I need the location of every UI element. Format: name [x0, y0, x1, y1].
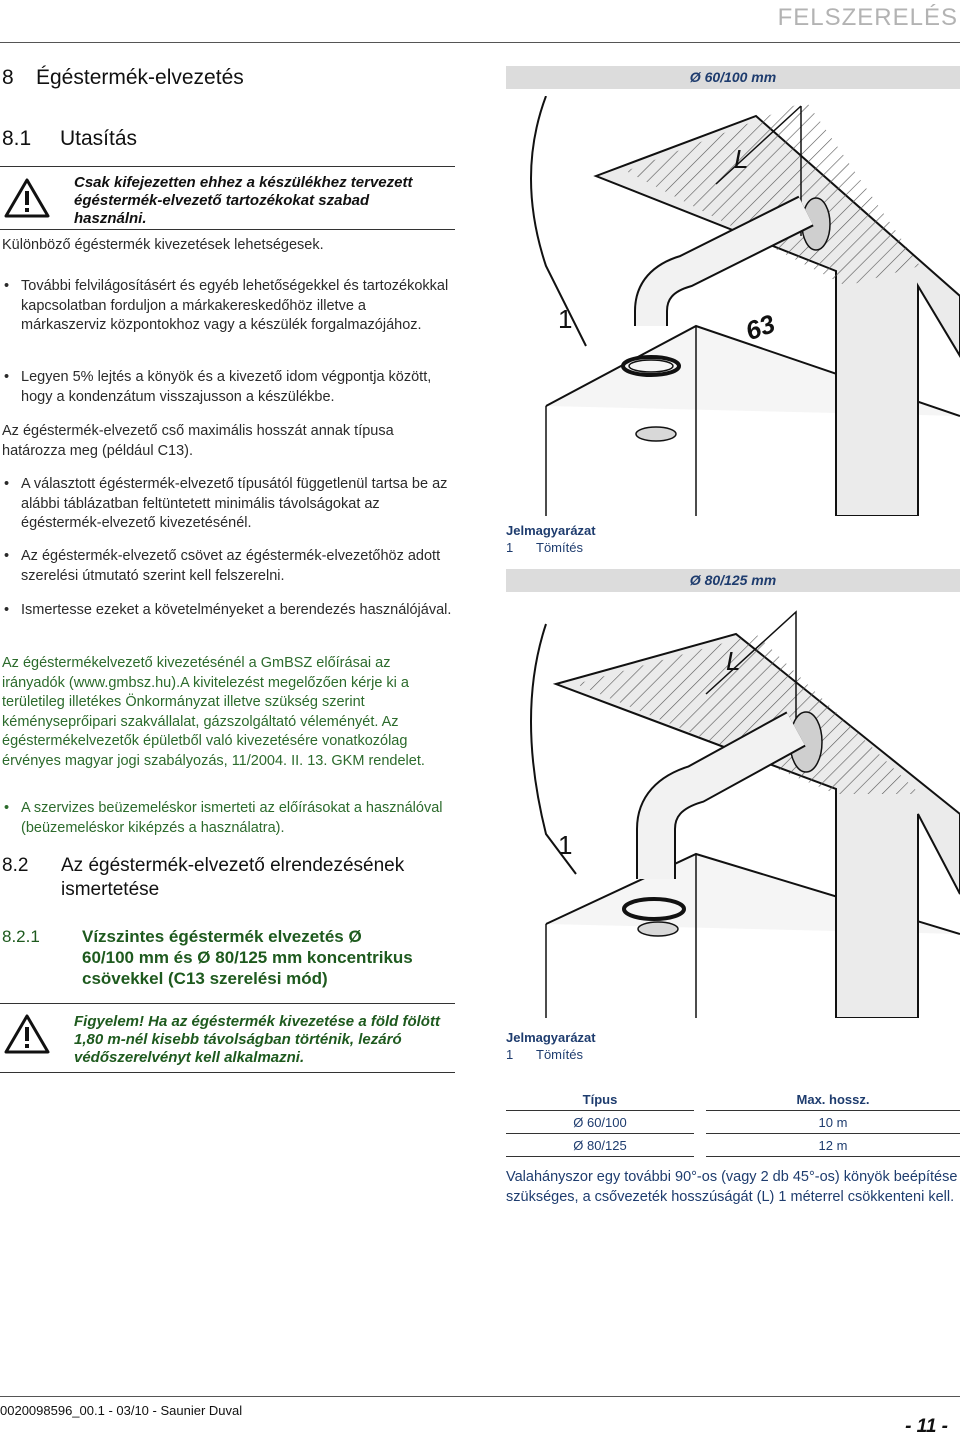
legend-text: Tömítés [536, 1047, 583, 1062]
heading-8-2 [2, 854, 404, 902]
table-cell: Ø 80/125 [506, 1134, 694, 1157]
heading-8-1 [2, 127, 137, 151]
table-header-row [506, 1088, 960, 1111]
paragraph-regulations: Az égéstermékelvezető kivezetésénél a GmBSZ előírásai az irányadók (www.gmbsz.hu).A kivitelezést megelőzően kérje ki a területileg illetékes Önkormányzat illetve szükség szerint kéményseprőipari szakvállalat, gázszolgáltató véleményét. Az égéstermékelvezetők épületből való kivezetésére vonatkozólag érvényes magyar jogi szabályozás, 11/2004. II. 13. GKM rendelet. [2, 655, 425, 769]
warning1-bottom-rule [0, 229, 455, 230]
legend-text: Tömítés [536, 540, 583, 555]
heading-8-2-1 [2, 926, 413, 989]
bullet-text: Legyen 5% lejtés a könyök és a kivezető idom végpontja között, hogy a kondenzátum visszajusson a készülékbe. [21, 369, 432, 405]
figure2-flue-diagram [506, 604, 960, 1018]
figure1-flue-diagram [506, 96, 960, 516]
figure2-caption: Ø 80/125 mm [506, 569, 960, 592]
label-L: L [726, 646, 741, 676]
wall-hatch [626, 101, 920, 286]
bullet-dot: • [4, 602, 10, 618]
heading-8-2-1-line2: 60/100 mm és Ø 80/125 mm koncentrikus [82, 948, 413, 967]
table-cell: Ø 60/100 [506, 1111, 694, 1134]
warning-icon [4, 1014, 50, 1054]
boiler-outlet [638, 922, 678, 936]
elbow-note: Valahányszor egy további 90°-os (vagy 2 db 45°-os) könyök beépítése szükséges, a csővezeték hosszúságát (L) 1 méterrel csökkenteni kell. [506, 1169, 958, 1205]
legend-number: 1 [506, 1047, 514, 1062]
table-cell: 10 m [706, 1111, 960, 1134]
list-item [2, 277, 452, 336]
flue-pipe [656, 729, 796, 879]
warning2-text: Figyelem! Ha az égéstermék kivezetése a föld fölött 1,80 m-nél kisebb távolságban történik, lezáró védőszerelvényt kell alkalmazni. [74, 1013, 440, 1066]
bullet-dot: • [4, 278, 10, 294]
bullet-dot: • [4, 369, 10, 385]
figure1-caption: Ø 60/100 mm [506, 66, 960, 89]
table-header-type: Típus [506, 1088, 694, 1111]
bullet-text: Az égéstermék-elvezető csövet az égéstermék-elvezetőhöz adott szerelési útmutató szerint kell felszerelni. [21, 548, 441, 584]
footer-rule [0, 1396, 960, 1397]
heading-8-2-1-number: 8.2.1 [2, 927, 40, 946]
legend-title: Jelmagyarázat [506, 1030, 596, 1045]
list-item [2, 368, 452, 407]
legend-number: 1 [506, 540, 514, 555]
label-part-1: 1 [558, 304, 573, 334]
list-item [2, 799, 452, 838]
table-row [506, 1134, 960, 1157]
bullet-text: A választott égéstermék-elvezető típusától függetlenül tartsa be az alábbi táblázatban feltüntetett minimális távolságokat az égéstermék-elvezető kivezetésénél. [21, 476, 448, 531]
label-part-1: 1 [558, 830, 573, 860]
figure1-legend [506, 522, 596, 556]
heading-8-2-1-line3: csövekkel (C13 szerelési mód) [82, 969, 328, 988]
bullet-text: További felvilágosításért és egyéb lehetőségekkel és tartozékokkal kapcsolatban forduljon a márkakereskedőhöz illetve a márkaszerviz központokhoz vagy a készülék forgalmazójához. [21, 278, 449, 333]
max-length-table [506, 1088, 960, 1157]
document-id: 0020098596_00.1 - 03/10 - Saunier Duval [0, 1403, 243, 1418]
boiler-outlet [636, 427, 676, 441]
heading-8-number: 8 [2, 66, 14, 89]
warning1-text: Csak kifejezetten ehhez a készülékhez tervezett égéstermék-elvezető tartozékokat szabad használni. [74, 174, 413, 227]
list-item [2, 547, 452, 586]
section-title: FELSZERELÉS [777, 4, 958, 31]
label-angle: 63 [741, 308, 779, 347]
list-item [2, 475, 452, 534]
table-row [506, 1111, 960, 1134]
header-rule [0, 42, 960, 43]
warning2-top-rule [0, 1003, 455, 1004]
heading-8-1-number: 8.1 [2, 127, 32, 150]
page-number: - 11 - [905, 1416, 948, 1437]
paragraph-options: Különböző égéstermék kivezetések lehetségesek. [2, 237, 324, 253]
paragraph-max-length: Az égéstermék-elvezető cső maximális hosszát annak típusa határozza meg (például C13). [2, 423, 394, 459]
bullet-dot: • [4, 548, 10, 564]
figure2-legend [506, 1029, 596, 1063]
table-header-max-length: Max. hossz. [706, 1088, 960, 1111]
legend-title: Jelmagyarázat [506, 523, 596, 538]
heading-8 [2, 66, 244, 90]
label-L: L [734, 144, 749, 174]
warning-icon [4, 178, 50, 218]
warning2-bottom-rule [0, 1072, 455, 1073]
heading-8-title: Égéstermék-elvezetés [36, 66, 244, 89]
bullet-dot: • [4, 476, 10, 492]
bullet-dot: • [4, 800, 10, 816]
bullet-text: A szervizes beüzemeléskor ismerteti az előírásokat a használóval (beüzemeléskor kiképzés a használatra). [21, 800, 443, 836]
heading-8-1-title: Utasítás [60, 127, 138, 150]
table-cell: 12 m [706, 1134, 960, 1157]
heading-8-2-number: 8.2 [2, 855, 29, 876]
heading-8-2-title-line1: Az égéstermék-elvezető elrendezésének [61, 855, 405, 876]
bullet-text: Ismertesse ezeket a követelményeket a berendezés használójával. [21, 602, 452, 618]
heading-8-2-1-line1: Vízszintes égéstermék elvezetés Ø [82, 927, 362, 946]
list-item [2, 601, 452, 621]
heading-8-2-title-line2: ismertetése [61, 879, 160, 900]
warning1-top-rule [0, 166, 455, 167]
